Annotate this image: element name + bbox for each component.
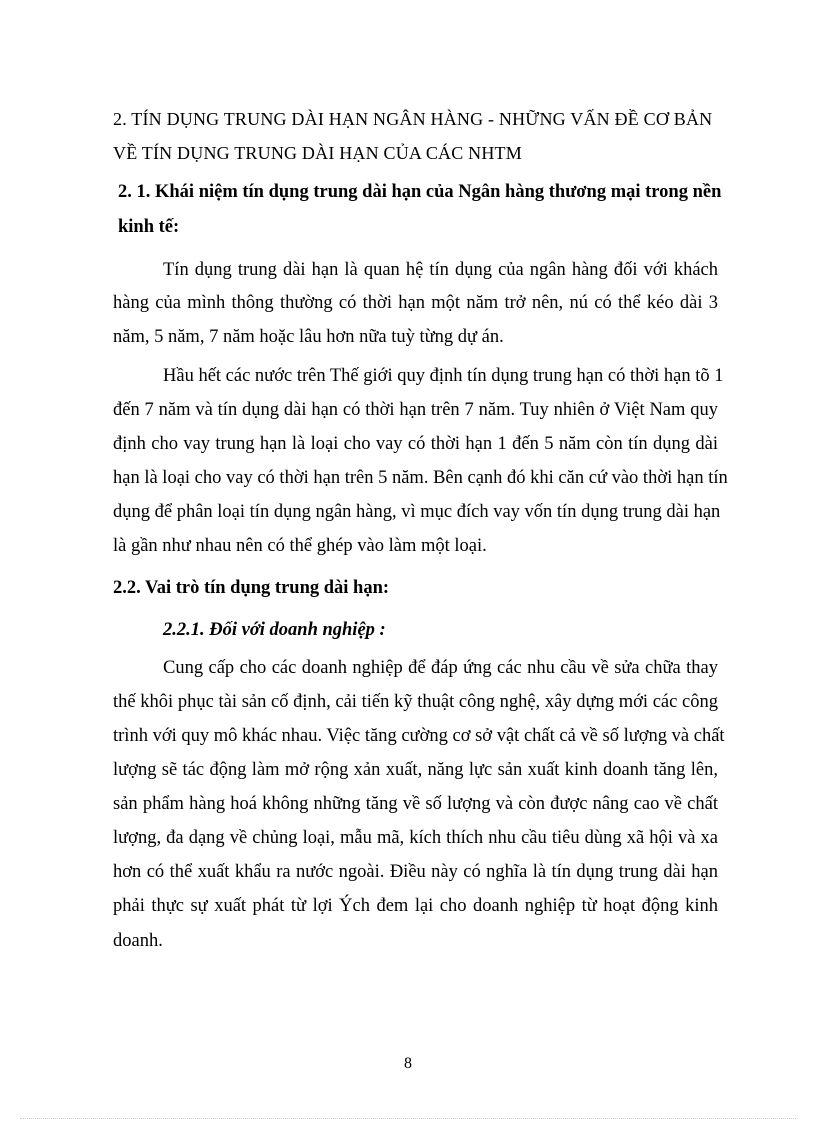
paragraph-1-line: Tín dụng trung dài hạn là quan hệ tín dụng của ngân hàng đối với khách (163, 260, 718, 280)
paragraph-3-line: thế khôi phục tài sản cố định, cải tiến kỹ thuật công nghệ, xây dựng mới các công (113, 692, 718, 712)
page-bottom-divider (20, 1118, 796, 1119)
paragraph-3-line: trình với quy mô khác nhau. Việc tăng cường cơ sở vật chất cả về số lượng và chất (113, 726, 725, 746)
heading-2-1-line-2: kinh tế: (118, 217, 180, 237)
paragraph-3-line: lượng, đa dạng về chủng loại, mẫu mã, kích thích nhu cầu tiêu dùng xã hội và xa (113, 828, 718, 848)
paragraph-2-line: Hầu hết các nước trên Thế giới quy định tín dụng trung hạn có thời hạn tõ 1 (163, 366, 724, 386)
section-title-line-2: VỀ TÍN DỤNG TRUNG DÀI HẠN CỦA CÁC NHTM (113, 143, 522, 163)
paragraph-2-line: dụng để phân loại tín dụng ngân hàng, vì mục đích vay vốn tín dụng trung dài hạn (113, 502, 721, 522)
paragraph-3-line: phải thực sự xuất phát từ lợi Ých đem lại cho doanh nghiệp từ hoạt động kinh (113, 896, 718, 916)
section-title-line-1: 2. TÍN DỤNG TRUNG DÀI HẠN NGÂN HÀNG - NHỮNG VẤN ĐỀ CƠ BẢN (113, 109, 713, 129)
heading-2-2: 2.2. Vai trò tín dụng trung dài hạn: (113, 578, 390, 598)
heading-2-1-line-1: 2. 1. Khái niệm tín dụng trung dài hạn của Ngân hàng thương mại trong nền (118, 182, 722, 202)
paragraph-3-line: doanh. (113, 931, 163, 951)
paragraph-3-line: lượng sẽ tác động làm mở rộng xản xuất, năng lực sản xuất kinh doanh tăng lên, (113, 760, 718, 780)
paragraph-1-line: hàng của mình thông thường có thời hạn một năm trở nên, nú có thể kéo dài 3 (113, 293, 718, 313)
paragraph-3-line: hơn có thể xuất khẩu ra nước ngoài. Điều này có nghĩa là tín dụng trung dài hạn (113, 862, 718, 882)
paragraph-3-line: sản phẩm hàng hoá không những tăng về số lượng và còn được nâng cao về chất (113, 794, 718, 814)
heading-2-2-1: 2.2.1. Đối với doanh nghiệp : (163, 620, 386, 640)
paragraph-2-line: đến 7 năm và tín dụng dài hạn có thời hạn trên 7 năm. Tuy nhiên ở Việt Nam quy (113, 400, 718, 420)
paragraph-1-line: năm, 5 năm, 7 năm hoặc lâu hơn nữa tuỳ từng dự án. (113, 327, 504, 347)
page-number: 8 (404, 1055, 412, 1072)
paragraph-2-line: hạn là loại cho vay có thời hạn trên 5 năm. Bên cạnh đó khi căn cứ vào thời hạn tín (113, 468, 728, 488)
paragraph-2-line: định cho vay trung hạn là loại cho vay có thời hạn 1 đến 5 năm còn tín dụng dài (113, 434, 718, 454)
paragraph-2-line: là gần như nhau nên có thể ghép vào làm một loại. (113, 536, 487, 556)
paragraph-3-line: Cung cấp cho các doanh nghiệp để đáp ứng các nhu cầu về sửa chữa thay (163, 658, 718, 678)
